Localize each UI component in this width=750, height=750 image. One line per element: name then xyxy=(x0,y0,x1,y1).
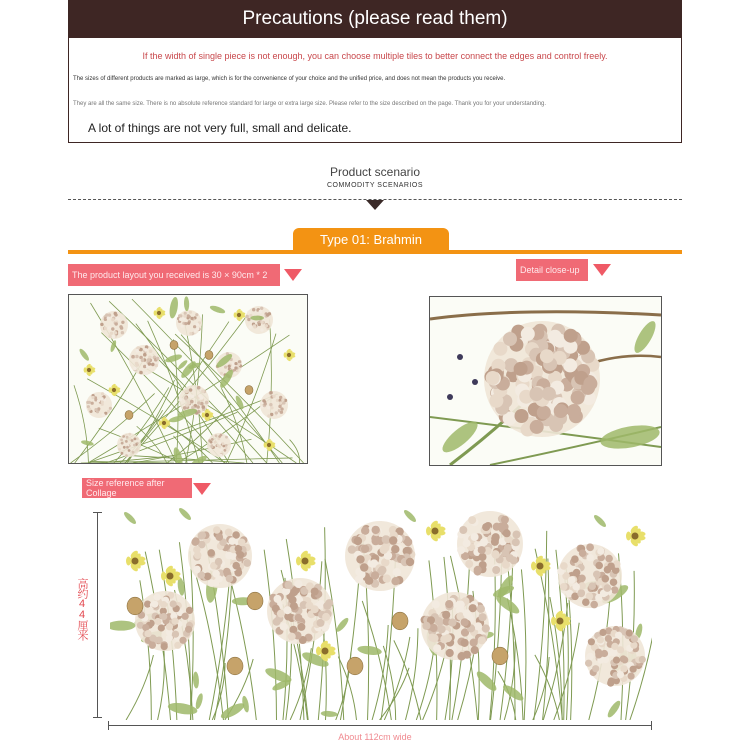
yellow-flower xyxy=(84,363,96,377)
yellow-flower xyxy=(284,348,296,362)
seed-pod xyxy=(347,657,363,675)
product-layout-image xyxy=(68,294,308,464)
type-tab: Type 01: Brahmin xyxy=(293,228,449,250)
allium-flower xyxy=(176,310,202,336)
bud xyxy=(472,379,478,385)
leaf xyxy=(179,359,198,380)
bud xyxy=(457,354,463,360)
yellow-flower xyxy=(161,564,181,587)
leaf xyxy=(321,710,338,717)
precaution-note-multiple-tiles: If the width of single piece is not enough, you can choose multiple tiles to better connect the edges and control freely. xyxy=(142,51,608,61)
precaution-note-delicate: A lot of things are not very full, small and delicate. xyxy=(88,121,352,135)
seed-pod xyxy=(205,351,213,360)
leaf xyxy=(402,508,417,523)
seed-pod xyxy=(127,597,143,615)
leaf xyxy=(219,700,246,720)
section-subtitle: COMMODITY SCENARIOS xyxy=(326,182,424,189)
collage-scene-image xyxy=(110,506,652,720)
allium-flower xyxy=(188,524,252,588)
allium-flower xyxy=(135,591,195,651)
leaf xyxy=(164,353,182,364)
width-label: About 112cm wide xyxy=(338,732,412,742)
leaf xyxy=(606,699,623,719)
stem xyxy=(384,637,410,720)
stem xyxy=(264,550,276,720)
stem xyxy=(405,628,417,720)
section-title: Product scenario xyxy=(329,165,421,179)
seed-pod xyxy=(392,612,408,630)
width-measure-cap xyxy=(108,721,109,730)
seed-pod xyxy=(227,657,243,675)
leaf xyxy=(592,513,607,528)
yellow-flower xyxy=(154,306,166,320)
yellow-flower xyxy=(126,549,146,572)
leaf xyxy=(209,304,226,315)
seed-pod xyxy=(170,341,178,350)
leaf xyxy=(193,671,200,688)
leaf xyxy=(177,506,192,521)
yellow-flower xyxy=(426,519,446,542)
leaf xyxy=(335,616,351,633)
leaf xyxy=(631,318,660,355)
seed-pod xyxy=(492,647,508,665)
allium-flower xyxy=(484,321,600,437)
allium-flower xyxy=(100,311,128,339)
yellow-flower xyxy=(626,524,646,547)
leaf xyxy=(599,421,661,452)
detail-label: Detail close-up xyxy=(516,259,588,281)
detail-illustration xyxy=(430,297,661,465)
allium-flower xyxy=(260,391,288,419)
allium-flower xyxy=(345,521,415,591)
scene-illustration xyxy=(110,506,652,720)
precaution-note-sizes: The sizes of different products are marked as large, which is for the convenience of your choice and the unified price, and does not mean the products you receive. xyxy=(73,76,506,82)
height-label: 高约44厘米 xyxy=(76,578,88,640)
stem xyxy=(214,572,232,720)
stem xyxy=(325,559,344,720)
branch xyxy=(430,312,661,319)
height-measure-cap xyxy=(93,512,102,513)
leaf xyxy=(438,417,482,457)
width-measure-cap xyxy=(651,721,652,730)
type-underline xyxy=(68,250,682,254)
size-reference-label: Size reference after Collage xyxy=(82,478,192,498)
yellow-flower xyxy=(109,383,121,397)
leaf xyxy=(184,296,190,311)
layout-label: The product layout you received is 30 × 90cm * 2 xyxy=(68,264,280,286)
leaf xyxy=(167,701,198,716)
leaf xyxy=(250,316,264,321)
leaf xyxy=(194,693,204,710)
layout-illustration xyxy=(69,295,307,463)
stem xyxy=(227,568,256,720)
seed-pod xyxy=(245,386,253,395)
allium-flower xyxy=(86,392,112,418)
precautions-title: Precautions (please read them) xyxy=(68,0,682,38)
stem xyxy=(554,623,579,720)
leaf xyxy=(110,620,136,630)
bud xyxy=(447,394,453,400)
yellow-flower xyxy=(296,549,316,572)
allium-flower xyxy=(207,433,231,457)
precautions-box xyxy=(68,38,682,143)
seed-pod xyxy=(247,592,263,610)
allium-flower xyxy=(557,543,622,608)
size-reference-arrow-icon xyxy=(193,483,211,495)
seed-pod xyxy=(125,411,133,420)
detail-arrow-icon xyxy=(593,264,611,276)
detail-closeup-image xyxy=(429,296,662,466)
yellow-flower xyxy=(531,554,551,577)
leaf xyxy=(122,510,137,525)
yellow-flower xyxy=(264,438,276,452)
height-measure-cap xyxy=(93,717,102,718)
leaf xyxy=(168,296,179,319)
divider-arrow-icon xyxy=(366,200,384,210)
precaution-note-same-size: They are all the same size. There is no absolute reference standard for large or extra large size. Please refer to the size described on the page. Thank you for your understanding. xyxy=(73,101,547,107)
layout-arrow-icon xyxy=(284,269,302,281)
leaf xyxy=(78,348,91,362)
height-measure-line xyxy=(97,512,98,718)
width-measure-line xyxy=(108,725,652,726)
allium-flower xyxy=(457,511,523,577)
